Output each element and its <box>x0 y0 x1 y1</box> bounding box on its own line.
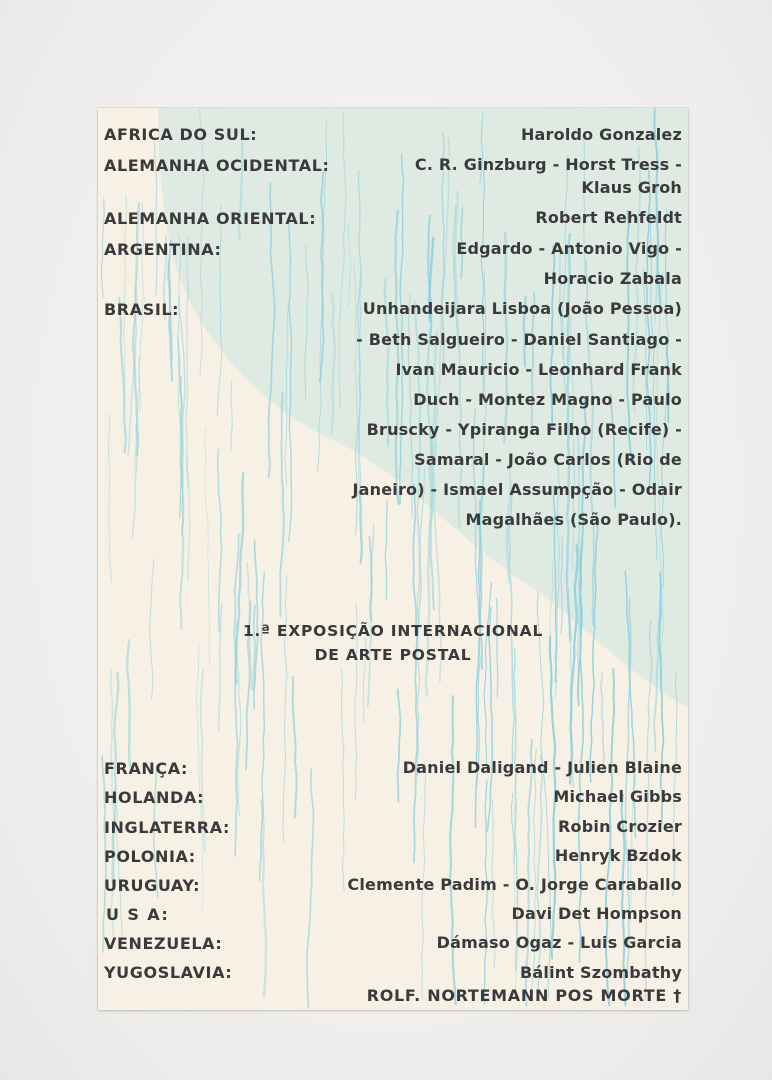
country-label: YUGOSLAVIA: <box>104 963 233 982</box>
artist-names: Klaus Groh <box>581 178 682 197</box>
artist-names: Ivan Mauricio - Leonhard Frank <box>395 360 682 379</box>
country-label: AFRICA DO SUL: <box>104 125 258 144</box>
postcard <box>98 108 688 1010</box>
artist-names: Haroldo Gonzalez <box>520 125 682 144</box>
country-label: URUGUAY: <box>104 876 201 895</box>
country-label: ALEMANHA OCIDENTAL: <box>104 156 330 175</box>
exhibition-subtitle: DE ARTE POSTAL <box>314 646 472 664</box>
country-label: HOLANDA: <box>104 788 205 807</box>
artist-names: Edgardo - Antonio Vigo - <box>456 239 682 258</box>
country-label: INGLATERRA: <box>104 818 230 837</box>
artist-names: Bruscky - Ypiranga Filho (Recife) - <box>366 420 682 439</box>
artist-names: Duch - Montez Magno - Paulo <box>413 390 682 409</box>
artist-names: Davi Det Hompson <box>511 904 682 923</box>
country-label: BRASIL: <box>104 300 180 319</box>
artist-names: C. R. Ginzburg - Horst Tress - <box>414 155 682 174</box>
artist-names: Magalhães (São Paulo). <box>465 510 682 529</box>
memorial-footer: ROLF. NORTEMANN POS MORTE † <box>366 986 682 1005</box>
artist-names: Horacio Zabala <box>543 269 682 288</box>
artist-names: Michael Gibbs <box>553 787 682 806</box>
artist-names: Janeiro) - Ismael Assumpção - Odair <box>352 480 682 499</box>
artist-names: Robert Rehfeldt <box>535 208 682 227</box>
artist-names: Unhandeijara Lisboa (João Pessoa) <box>362 299 682 318</box>
artist-names: - Beth Salgueiro - Daniel Santiago - <box>356 330 682 349</box>
artist-names: Clemente Padim - O. Jorge Caraballo <box>347 875 682 894</box>
artist-names: Robin Crozier <box>558 817 682 836</box>
artist-names: Dámaso Ogaz - Luis Garcia <box>436 933 682 952</box>
artist-names: Henryk Bzdok <box>554 846 682 865</box>
country-label: ALEMANHA ORIENTAL: <box>104 209 317 228</box>
country-label: FRANÇA: <box>104 759 189 778</box>
artist-names: Samaral - João Carlos (Rio de <box>414 450 682 469</box>
country-label: U S A: <box>106 905 170 924</box>
country-label: VENEZUELA: <box>104 934 223 953</box>
exhibition-title: 1.ª EXPOSIÇÃO INTERNACIONAL <box>242 622 544 640</box>
artist-names: Daniel Daligand - Julien Blaine <box>402 758 682 777</box>
country-label: POLONIA: <box>104 847 196 866</box>
country-label: ARGENTINA: <box>104 240 222 259</box>
artist-names: Bálint Szombathy <box>520 963 682 982</box>
